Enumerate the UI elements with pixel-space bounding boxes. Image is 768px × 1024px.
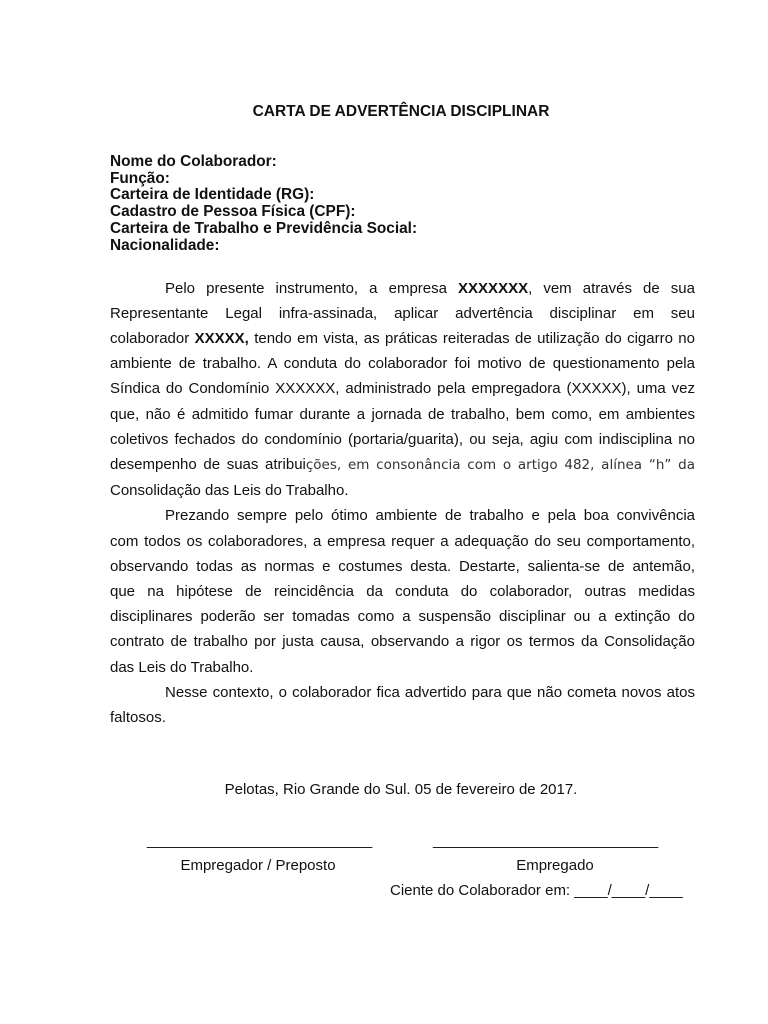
paragraph-line: contrato de trabalho por justa causa, observando a rigor os termos da Consolidação xyxy=(110,633,695,651)
employee-signature-line: ___________________________ xyxy=(433,832,659,849)
paragraph-line: das Leis do Trabalho. xyxy=(110,658,254,676)
paragraph-1 xyxy=(110,276,695,504)
employer-signature-line: ___________________________ xyxy=(147,832,373,849)
letter-body xyxy=(110,276,695,731)
field-employee-name: Nome do Colaborador: xyxy=(110,153,277,170)
paragraph-line xyxy=(110,452,695,478)
employee-signature-label: Empregado xyxy=(516,857,594,874)
line-text: tendo em vista, as práticas reiteradas de utilização do cigarro no xyxy=(248,330,695,347)
line-text: Pelo presente instrumento, a empresa xyxy=(165,279,459,297)
paragraph-line: ambiente de trabalho. A conduta do colaborador foi motivo de questionamento pela xyxy=(110,355,695,373)
document-title: CARTA DE ADVERTÊNCIA DISCIPLINAR xyxy=(252,103,550,120)
paragraph-line: Prezando sempre pelo ótimo ambiente de trabalho e pela boa convivência xyxy=(165,507,695,525)
paragraph-line xyxy=(110,276,695,301)
field-ctps: Carteira de Trabalho e Previdência Social: xyxy=(110,219,418,237)
date-line: Pelotas, Rio Grande do Sul. 05 de fevereiro de 2017. xyxy=(224,781,578,798)
line-text: desempenho de suas atribui xyxy=(110,456,306,474)
paragraph-line: que na hipótese de reincidência da conduta do colaborador, outras medidas xyxy=(110,583,695,601)
acknowledgment-date-line: Ciente do Colaborador em: ____/____/____ xyxy=(390,882,683,899)
paragraph-line xyxy=(110,326,695,351)
field-nationality: Nacionalidade: xyxy=(110,236,220,254)
employee-fields xyxy=(110,154,417,254)
employer-signature-label: Empregador / Preposto xyxy=(180,857,336,874)
paragraph-line: com todos os colaboradores, a empresa requer a adequação do seu comportamento, xyxy=(110,532,695,550)
line-text: colaborador xyxy=(110,330,195,347)
field-cpf: Cadastro de Pessoa Física (CPF): xyxy=(110,203,356,221)
field-role: Função: xyxy=(110,169,170,187)
field-rg: Carteira de Identidade (RG): xyxy=(110,186,315,204)
paragraph-line: Síndica do Condomínio XXXXXX, administrado pela empregadora (XXXXX), uma vez xyxy=(110,380,695,398)
paragraph-line: Nesse contexto, o colaborador fica advertido para que não cometa novos atos xyxy=(165,683,695,701)
paragraph-3 xyxy=(110,680,695,730)
company-placeholder: XXXXXXX xyxy=(458,279,529,297)
paragraph-2 xyxy=(110,503,695,679)
paragraph-line: que, não é admitido fumar durante a jornada de trabalho, bem como, em ambientes xyxy=(110,405,695,423)
line-text-alt-font: ções, em consonância com o artigo 482, alínea “h” da xyxy=(305,457,695,474)
paragraph-line: Representante Legal infra-assinada, aplicar advertência disciplinar em seu xyxy=(110,304,695,322)
paragraph-line: observando todas as normas e costumes desta. Destarte, salienta-se de antemão, xyxy=(110,557,695,575)
paragraph-line: faltosos. xyxy=(110,709,166,727)
paragraph-line: Consolidação das Leis do Trabalho. xyxy=(110,482,349,500)
paragraph-line: coletivos fechados do condomínio (portaria/guarita), ou seja, agiu com indisciplina no xyxy=(110,430,695,448)
paragraph-line: disciplinares poderão ser tomadas como a suspensão disciplinar ou a extinção do xyxy=(110,608,695,626)
employee-placeholder: XXXXX, xyxy=(194,330,249,347)
line-text: , vem através de sua xyxy=(528,279,695,297)
